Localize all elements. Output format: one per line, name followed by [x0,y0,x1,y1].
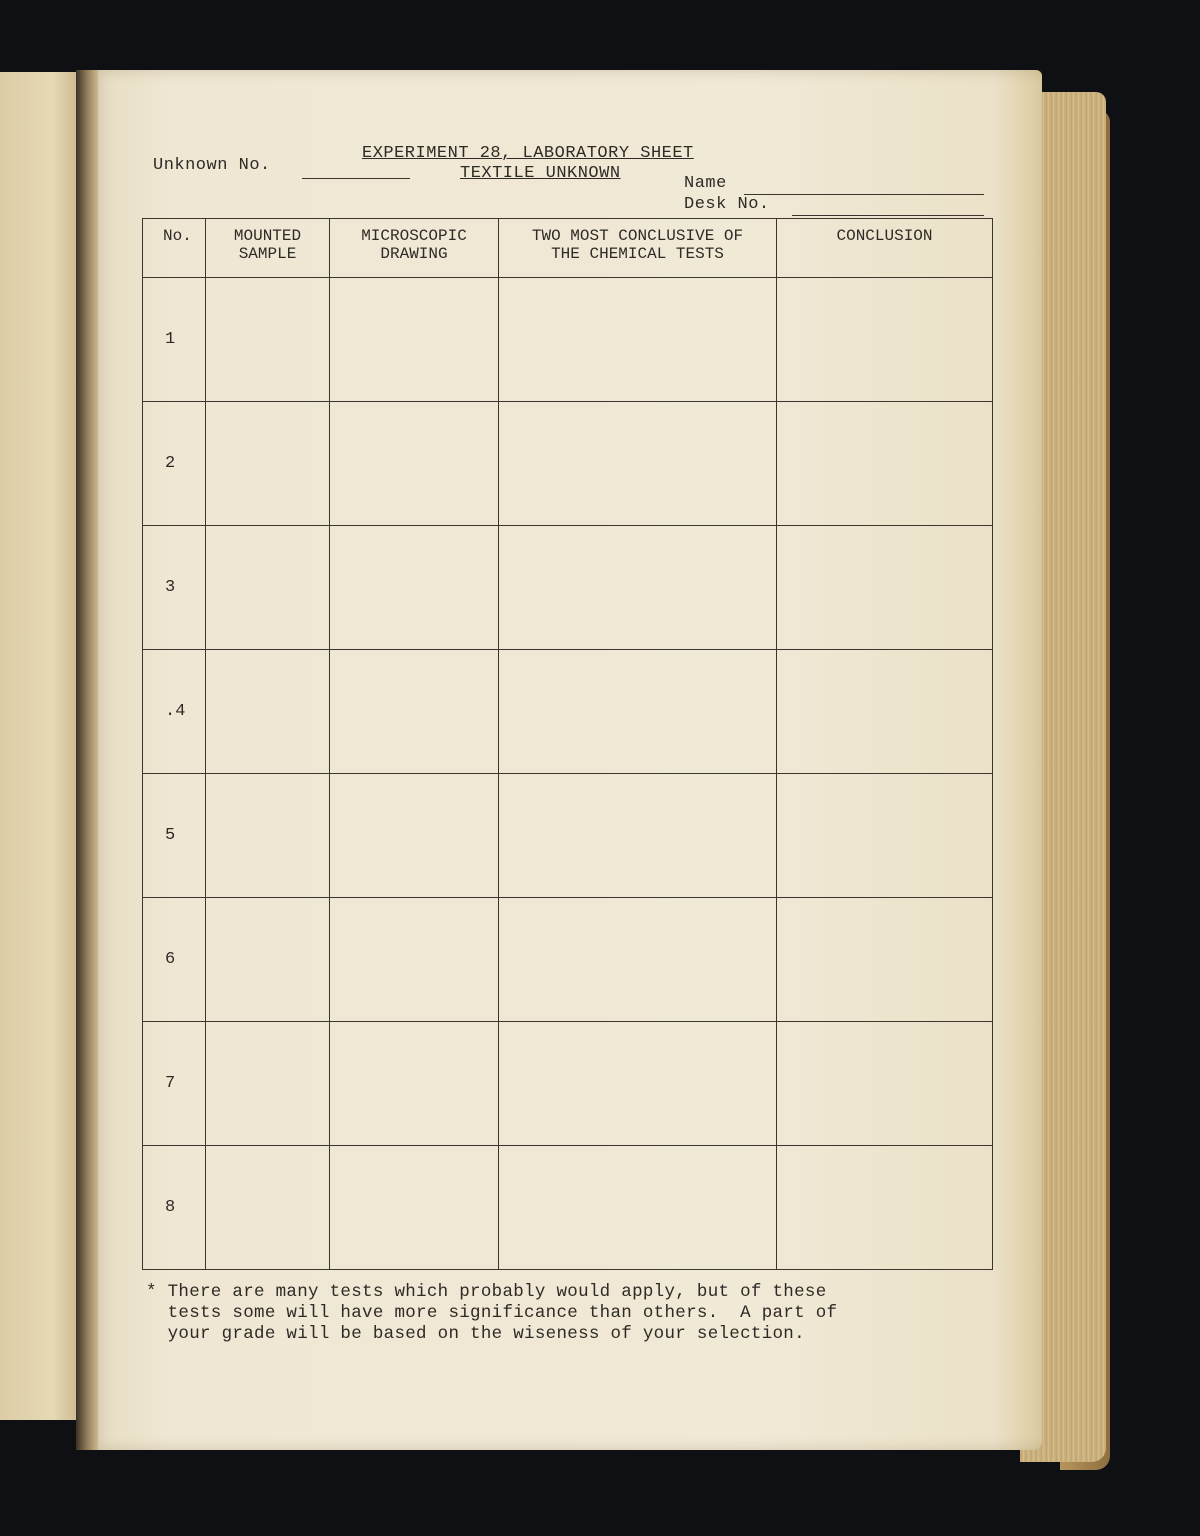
footnote-line: your grade will be based on the wiseness of your selection. [146,1324,805,1344]
table-row [143,898,993,1022]
footnote-line: tests some will have more significance than others. A part of [146,1303,838,1323]
chemical-tests-cell[interactable] [499,774,777,898]
chemical-tests-cell[interactable] [499,1146,777,1270]
row-number: 2 [143,402,206,526]
microscopic-drawing-cell[interactable] [330,898,499,1022]
row-number: 3 [143,526,206,650]
conclusion-cell[interactable] [777,526,993,650]
conclusion-cell[interactable] [777,898,993,1022]
table-row [143,1146,993,1270]
mounted-sample-cell[interactable] [206,650,330,774]
unknown-number-field[interactable] [302,178,410,179]
microscopic-drawing-cell[interactable] [330,1022,499,1146]
row-number: 5 [143,774,206,898]
unknown-number-label: Unknown No. [153,156,271,175]
table-row [143,526,993,650]
table-row [143,774,993,898]
header-microscopic-drawing: MICROSCOPIC DRAWING [330,219,499,278]
table-header-row [143,219,993,278]
book-gutter [76,70,98,1450]
footnote-line: * There are many tests which probably would apply, but of these [146,1282,827,1302]
chemical-tests-cell[interactable] [499,1022,777,1146]
header-conclusion: CONCLUSION [777,219,993,278]
row-number: .4 [143,650,206,774]
row-number: 8 [143,1146,206,1270]
chemical-tests-cell[interactable] [499,650,777,774]
mounted-sample-cell[interactable] [206,526,330,650]
footnote [146,1282,966,1345]
table-row [143,402,993,526]
chemical-tests-cell[interactable] [499,402,777,526]
header-mounted-sample: MOUNTED SAMPLE [206,219,330,278]
results-table [142,218,993,1270]
mounted-sample-cell[interactable] [206,278,330,402]
desk-number-label: Desk No. [684,195,770,214]
conclusion-cell[interactable] [777,774,993,898]
chemical-tests-cell[interactable] [499,898,777,1022]
header-chemical-tests: TWO MOST CONCLUSIVE OF THE CHEMICAL TESTS [499,219,777,278]
left-page-edge [0,72,88,1420]
conclusion-cell[interactable] [777,650,993,774]
table-row [143,650,993,774]
microscopic-drawing-cell[interactable] [330,1146,499,1270]
mounted-sample-cell[interactable] [206,1146,330,1270]
conclusion-cell[interactable] [777,402,993,526]
chemical-tests-cell[interactable] [499,526,777,650]
microscopic-drawing-cell[interactable] [330,278,499,402]
table-row [143,278,993,402]
microscopic-drawing-cell[interactable] [330,526,499,650]
header-no: No. [143,219,206,278]
mounted-sample-cell[interactable] [206,402,330,526]
table-row [143,1022,993,1146]
row-number: 7 [143,1022,206,1146]
mounted-sample-cell[interactable] [206,774,330,898]
microscopic-drawing-cell[interactable] [330,402,499,526]
microscopic-drawing-cell[interactable] [330,650,499,774]
conclusion-cell[interactable] [777,1022,993,1146]
conclusion-cell[interactable] [777,278,993,402]
desk-number-field[interactable] [792,215,984,216]
mounted-sample-cell[interactable] [206,898,330,1022]
row-number: 6 [143,898,206,1022]
conclusion-cell[interactable] [777,1146,993,1270]
microscopic-drawing-cell[interactable] [330,774,499,898]
sheet-title: EXPERIMENT 28, LABORATORY SHEET [362,144,694,163]
mounted-sample-cell[interactable] [206,1022,330,1146]
name-field[interactable] [744,194,984,195]
name-label: Name [684,174,727,193]
row-number: 1 [143,278,206,402]
chemical-tests-cell[interactable] [499,278,777,402]
sheet-subtitle: TEXTILE UNKNOWN [460,164,621,183]
